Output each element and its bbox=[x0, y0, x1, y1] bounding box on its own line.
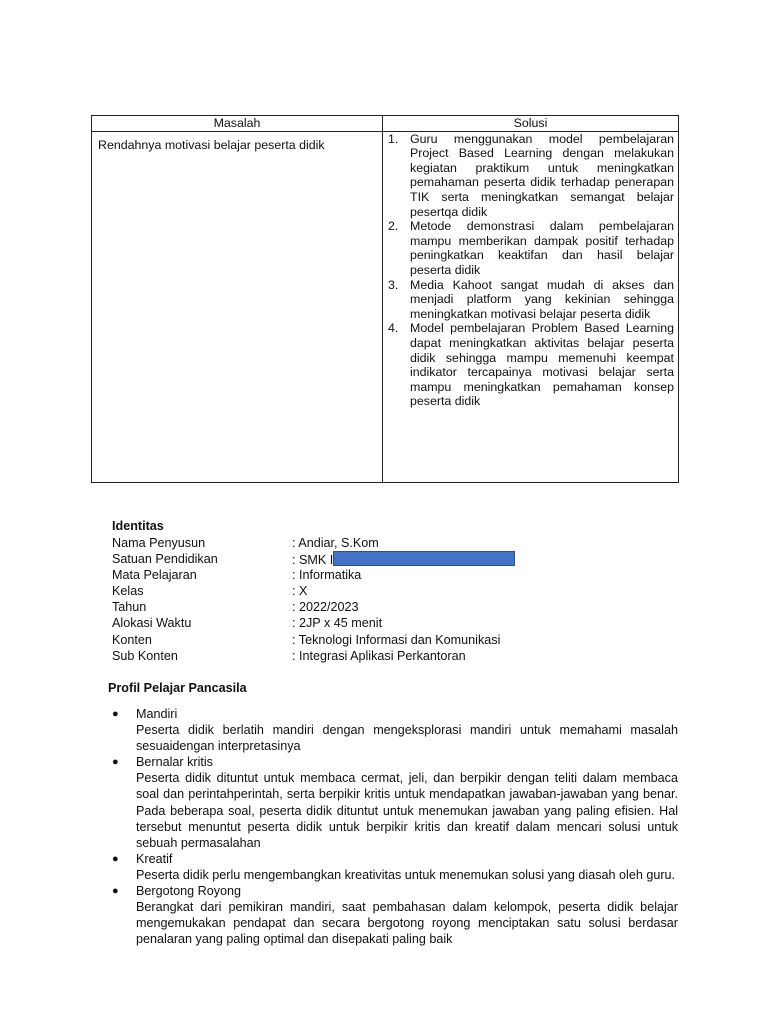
problem-cell: Rendahnya motivasi belajar peserta didik bbox=[92, 131, 383, 482]
identity-row bbox=[112, 567, 515, 583]
identity-row bbox=[112, 551, 515, 567]
identity-value: : SMK I bbox=[292, 553, 334, 568]
identity-row bbox=[112, 615, 515, 631]
identity-row bbox=[112, 648, 515, 664]
solution-text: Media Kahoot sangat mudah di akses dan menjadi platform yang kekinian sehingga meningkatkan motivasi belajar peserta didik bbox=[410, 277, 674, 321]
bullet-icon: ● bbox=[112, 885, 119, 898]
identity-label: Alokasi Waktu bbox=[112, 616, 192, 631]
identity-label: Mata Pelajaran bbox=[112, 568, 197, 583]
solution-number: 3. bbox=[388, 277, 399, 292]
solution-number: 4. bbox=[388, 321, 399, 336]
solutions-cell bbox=[383, 131, 679, 482]
identity-row bbox=[112, 599, 515, 615]
solution-number: 2. bbox=[388, 219, 399, 234]
identity-value: : Informatika bbox=[292, 568, 362, 583]
table-row bbox=[92, 131, 679, 482]
solution-number: 1. bbox=[388, 131, 399, 146]
identity-row bbox=[112, 632, 515, 648]
table-header-row bbox=[92, 116, 679, 132]
header-masalah: Masalah bbox=[92, 116, 383, 132]
list-item bbox=[108, 754, 678, 851]
identity-row bbox=[112, 535, 515, 551]
identity-label: Satuan Pendidikan bbox=[112, 552, 218, 567]
profil-list bbox=[108, 706, 678, 947]
header-solusi: Solusi bbox=[383, 116, 679, 132]
identity-label: Konten bbox=[112, 632, 152, 647]
bullet-icon: ● bbox=[112, 756, 119, 769]
identity-section bbox=[112, 519, 515, 664]
bullet-icon: ● bbox=[112, 708, 119, 720]
profil-title: Profil Pelajar Pancasila bbox=[108, 681, 247, 695]
identity-title: Identitas bbox=[112, 519, 164, 533]
bullet-icon: ● bbox=[112, 852, 119, 865]
problem-solution-table bbox=[91, 115, 679, 483]
profil-item-desc: Peserta didik dituntut untuk membaca cermat, jeli, dan berpikir dengan teliti dalam membaca soal dan perintahperintah, serta berpikir kritis untuk mendapatkan jawaban-jawaban yang benar. Pada beberapa soal, peserta didik dituntut untuk menemukan jawaban yang paling efisien. Hal tersebut menuntut peserta didik untuk berpikir kritis dan kreatif dalam mencari solusi untuk sebuah permasalahan bbox=[136, 771, 678, 850]
solution-text: Guru menggunakan model pembelajaran Project Based Learning dengan melakukan kegiatan praktikum untuk meningkatkan pemahaman peserta didik terhadap penerapan TIK serta meningkatkan semangat belajar pesertqa didik bbox=[410, 131, 674, 219]
solution-item bbox=[387, 219, 674, 277]
list-item bbox=[108, 706, 678, 754]
profil-item-name: Bergotong Royong bbox=[136, 884, 242, 899]
redaction-box bbox=[333, 551, 515, 566]
identity-label: Tahun bbox=[112, 600, 147, 615]
profil-item-name: Bernalar kritis bbox=[136, 755, 213, 770]
solution-item bbox=[387, 321, 674, 409]
profil-item-desc: Peserta didik berlatih mandiri dengan mengeksplorasi mandiri untuk memahami masalah sesuaidengan interpretasinya bbox=[136, 723, 678, 754]
profil-item-name: Kreatif bbox=[136, 851, 173, 866]
identity-value: : X bbox=[292, 584, 308, 599]
identity-value: : 2JP x 45 menit bbox=[292, 616, 383, 631]
solution-list bbox=[387, 132, 674, 409]
solution-item bbox=[387, 132, 674, 220]
solution-text: Metode demonstrasi dalam pembelajaran mampu memberikan dampak positif terhadap peningkatkan keaktifan dan hasil belajar peserta didik bbox=[410, 219, 674, 277]
identity-row bbox=[112, 583, 515, 599]
profil-item-name: Mandiri bbox=[136, 707, 178, 721]
list-item bbox=[108, 851, 678, 883]
profil-item-desc: Peserta didik perlu mengembangkan kreativitas untuk menemukan solusi yang diasah oleh guru. bbox=[136, 867, 676, 882]
identity-value: : Teknologi Informasi dan Komunikasi bbox=[292, 632, 501, 647]
profil-section bbox=[108, 681, 678, 947]
identity-value: : Integrasi Aplikasi Perkantoran bbox=[292, 648, 466, 663]
solution-text: Model pembelajaran Problem Based Learning dapat meningkatkan aktivitas belajar peserta didik sehingga mampu memenuhi keempat indikator tercapainya motivasi belajar serta mampu meningkatkan pemahaman konsep peserta didik bbox=[410, 321, 674, 409]
identity-label: Nama Penyusun bbox=[112, 536, 206, 550]
list-item bbox=[108, 883, 678, 947]
identity-label: Kelas bbox=[112, 584, 144, 599]
solution-item bbox=[387, 278, 674, 322]
identity-label: Sub Konten bbox=[112, 648, 178, 663]
identity-value: : 2022/2023 bbox=[292, 600, 359, 615]
profil-item-desc: Berangkat dari pemikiran mandiri, saat pembahasan dalam kelompok, peserta didik belajar mengemukakan pendapat dan secara bergotong royong menciptakan satu solusi berdasar penalaran yang paling optimal dan disepakati paling baik bbox=[136, 900, 678, 947]
identity-value-wrap bbox=[292, 551, 515, 567]
identity-value: : Andiar, S.Kom bbox=[292, 536, 379, 550]
